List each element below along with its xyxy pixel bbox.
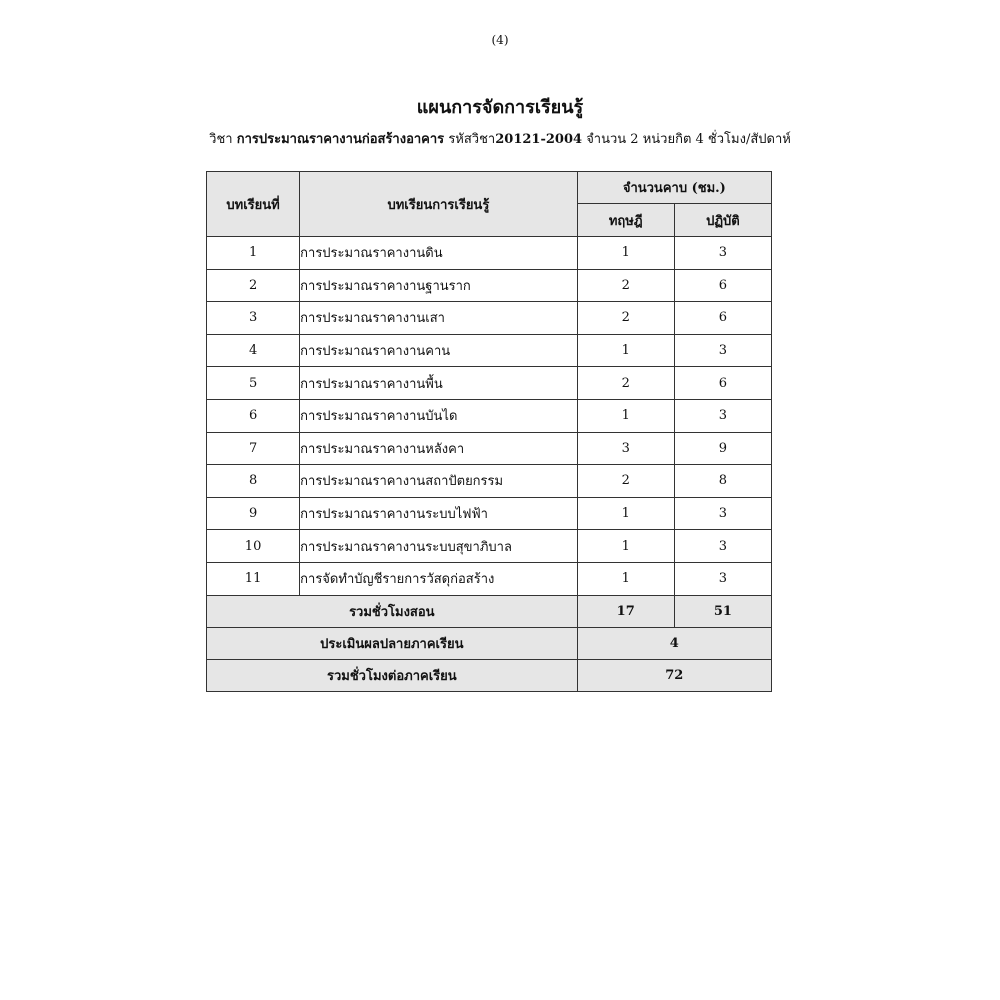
theory-hours: 1 — [577, 399, 674, 432]
table-row — [207, 302, 772, 335]
lesson-no: 3 — [207, 302, 300, 335]
lesson-name: การประมาณราคางานระบบไฟฟ้า — [300, 497, 577, 530]
table-row — [207, 367, 772, 400]
lesson-no: 1 — [207, 237, 300, 270]
final-assessment-row — [207, 627, 772, 659]
practice-hours: 3 — [674, 530, 771, 563]
lesson-name: การประมาณราคางานบันได — [300, 399, 577, 432]
teaching-hours-total-row — [207, 595, 772, 627]
table-row — [207, 334, 772, 367]
practice-hours: 6 — [674, 302, 771, 335]
theory-hours: 2 — [577, 465, 674, 498]
lesson-no: 4 — [207, 334, 300, 367]
lesson-no: 7 — [207, 432, 300, 465]
header-practice: ปฏิบัติ — [674, 204, 771, 237]
document-title: แผนการจัดการเรียนรู้ — [416, 97, 584, 118]
final-assessment-label: ประเมินผลปลายภาคเรียน — [207, 627, 578, 659]
lesson-name: การประมาณราคางานสถาปัตยกรรม — [300, 465, 577, 498]
practice-hours: 8 — [674, 465, 771, 498]
theory-hours: 1 — [577, 497, 674, 530]
semester-hours-row — [207, 659, 772, 691]
lesson-no: 5 — [207, 367, 300, 400]
course-credits: จำนวน 2 หน่วยกิต 4 ชั่วโมง/สัปดาห์ — [586, 132, 791, 147]
lesson-name: การประมาณราคางานพื้น — [300, 367, 577, 400]
lesson-no: 9 — [207, 497, 300, 530]
theory-hours: 1 — [577, 334, 674, 367]
course-code: 20121-2004 — [495, 132, 583, 147]
theory-hours: 2 — [577, 302, 674, 335]
lesson-no: 10 — [207, 530, 300, 563]
teaching-hours-label: รวมชั่วโมงสอน — [207, 595, 578, 627]
lesson-name: การจัดทำบัญชีรายการวัสดุก่อสร้าง — [300, 562, 577, 595]
table-header-row — [207, 172, 772, 204]
subject-prefix: วิชา — [209, 132, 233, 147]
practice-hours: 6 — [674, 269, 771, 302]
header-lesson-no: บทเรียนที่ — [207, 172, 300, 237]
practice-hours: 3 — [674, 497, 771, 530]
lesson-no: 2 — [207, 269, 300, 302]
teaching-practice-total: 51 — [674, 595, 771, 627]
table-row — [207, 465, 772, 498]
theory-hours: 2 — [577, 269, 674, 302]
practice-hours: 3 — [674, 562, 771, 595]
table-row — [207, 562, 772, 595]
lesson-name: การประมาณราคางานหลังคา — [300, 432, 577, 465]
lesson-no: 8 — [207, 465, 300, 498]
lesson-rows — [207, 237, 772, 596]
practice-hours: 6 — [674, 367, 771, 400]
course-code-label: รหัสวิชา — [448, 132, 496, 147]
theory-hours: 1 — [577, 562, 674, 595]
theory-hours: 2 — [577, 367, 674, 400]
lesson-name: การประมาณราคางานระบบสุขาภิบาล — [300, 530, 577, 563]
lesson-plan-table — [206, 171, 772, 692]
lesson-name: การประมาณราคางานคาน — [300, 334, 577, 367]
table-row — [207, 399, 772, 432]
header-periods: จำนวนคาบ (ชม.) — [577, 172, 771, 204]
practice-hours: 3 — [674, 237, 771, 270]
lesson-no: 6 — [207, 399, 300, 432]
header-theory: ทฤษฎี — [577, 204, 674, 237]
semester-hours-value: 72 — [577, 659, 771, 691]
table-row — [207, 432, 772, 465]
practice-hours: 3 — [674, 399, 771, 432]
theory-hours: 1 — [577, 530, 674, 563]
teaching-theory-total: 17 — [577, 595, 674, 627]
course-name: การประมาณราคางานก่อสร้างอาคาร — [236, 132, 445, 147]
header-lesson-name: บทเรียนการเรียนรู้ — [300, 172, 577, 237]
practice-hours: 9 — [674, 432, 771, 465]
theory-hours: 1 — [577, 237, 674, 270]
theory-hours: 3 — [577, 432, 674, 465]
lesson-name: การประมาณราคางานดิน — [300, 237, 577, 270]
table-row — [207, 269, 772, 302]
final-assessment-value: 4 — [577, 627, 771, 659]
table-row — [207, 497, 772, 530]
table-row — [207, 237, 772, 270]
course-subtitle — [0, 128, 1000, 149]
practice-hours: 3 — [674, 334, 771, 367]
semester-hours-label: รวมชั่วโมงต่อภาคเรียน — [207, 659, 578, 691]
lesson-name: การประมาณราคางานเสา — [300, 302, 577, 335]
lesson-name: การประมาณราคางานฐานราก — [300, 269, 577, 302]
lesson-no: 11 — [207, 562, 300, 595]
page-number: (4) — [491, 33, 509, 47]
table-row — [207, 530, 772, 563]
